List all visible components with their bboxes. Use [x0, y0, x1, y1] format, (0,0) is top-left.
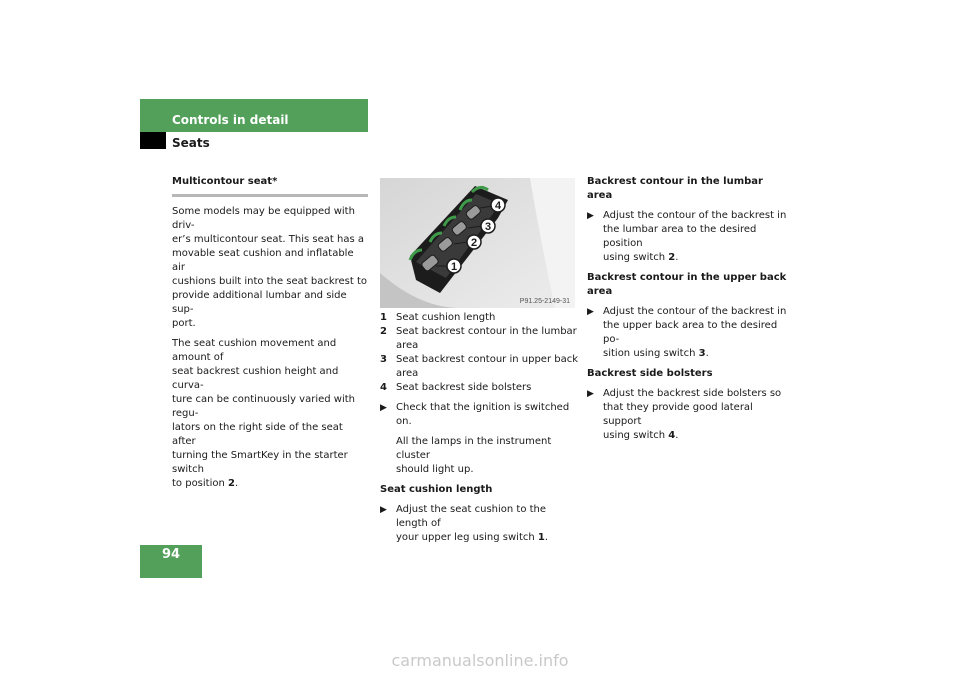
triangle-right-icon: ▶: [587, 389, 594, 399]
svg-text:1: 1: [450, 261, 458, 273]
legend-item-3: 3 Seat backrest contour in upper back area: [380, 354, 579, 379]
triangle-right-icon: ▶: [380, 403, 387, 413]
heading-side-bolsters: Backrest side bolsters: [587, 368, 713, 379]
figure-code: P91.25-2149-31: [519, 298, 570, 305]
middle-column: [380, 311, 578, 551]
subsection-title: Seats: [172, 136, 210, 150]
para-adjust: The seat cushion movement and amount of seat backrest cushion height and curva- ture can be continuously varied with regu- lators on the right side of the seat after turning the SmartKey in the starter switch to position 2.: [172, 338, 356, 489]
svg-text:3: 3: [484, 221, 492, 233]
callout-3: [481, 219, 495, 233]
note-lamps: All the lamps in the instrument cluster should light up.: [396, 436, 552, 475]
seat-switch-illustration: [380, 178, 575, 308]
legend-item-1: 1 Seat cushion length: [380, 312, 496, 323]
seat-switch-figure: [380, 178, 575, 308]
triangle-right-icon: ▶: [587, 307, 594, 317]
page-number: 94: [161, 547, 181, 562]
heading-seat-cushion-length: Seat cushion length: [380, 484, 493, 495]
section-title: Controls in detail: [172, 113, 289, 127]
legend-item-2: 2 Seat backrest contour in the lumbar area: [380, 326, 577, 351]
step-lumbar: ▶ Adjust the contour of the backrest in the lumbar area to the desired position using switch 2.: [587, 210, 787, 263]
svg-text:2: 2: [470, 237, 478, 249]
callout-1: [447, 259, 461, 273]
callout-2: [467, 235, 481, 249]
triangle-right-icon: ▶: [380, 505, 387, 515]
heading-lumbar: Backrest contour in the lumbar area: [587, 176, 763, 201]
heading-rule: [172, 194, 368, 197]
step-upper-back: ▶ Adjust the contour of the backrest in the upper back area to the desired po- sition using switch 3.: [587, 306, 787, 359]
legend-item-4: 4 Seat backrest side bolsters: [380, 382, 532, 393]
heading-multicontour: Multicontour seat*: [172, 176, 278, 187]
left-column: [172, 175, 368, 497]
right-column: [587, 175, 787, 449]
step-check-ignition: ▶ Check that the ignition is switched on.: [380, 402, 570, 427]
figure-legend: [380, 311, 578, 395]
heading-upper-back: Backrest contour in the upper back area: [587, 272, 787, 297]
svg-text:4: 4: [494, 200, 502, 212]
callout-4: [491, 198, 505, 212]
header-marker: [140, 132, 166, 149]
step-side-bolsters: ▶ Adjust the backrest side bolsters so that they provide good lateral support using switch 4.: [587, 388, 782, 441]
triangle-right-icon: ▶: [587, 211, 594, 221]
step-seat-cushion: ▶ Adjust the seat cushion to the length of your upper leg using switch 1.: [380, 504, 549, 543]
watermark: carmanualsonline.info: [391, 651, 569, 670]
para-intro: Some models may be equipped with driv- er’s multicontour seat. This seat has a movable seat cushion and inflatable air cushions built into the seat backrest to provide additional lumbar and side sup- port.: [172, 206, 368, 329]
